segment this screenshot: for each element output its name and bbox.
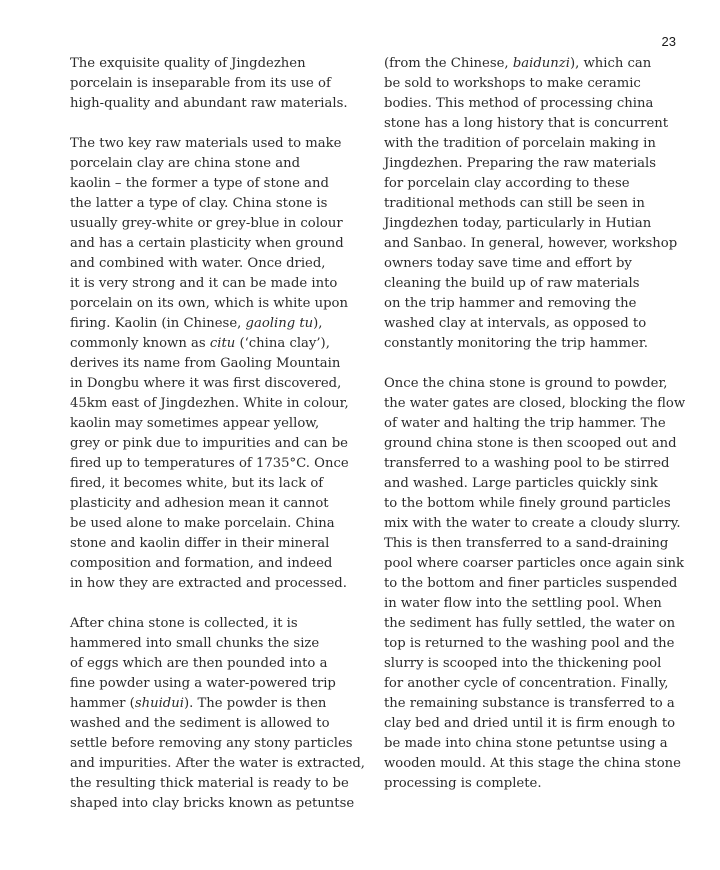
text-line: hammer (shuidui). The powder is then: [70, 696, 327, 711]
text-line: porcelain clay are china stone and: [70, 156, 301, 171]
text-line: After china stone is collected, it is: [70, 616, 298, 631]
text-line: be made into china stone petuntse using a: [384, 736, 668, 751]
text-line: porcelain on its own, which is white upon: [70, 296, 348, 311]
text-line: in water flow into the settling pool. When: [384, 596, 662, 611]
text-line: Once the china stone is ground to powder,: [384, 376, 668, 391]
text-line: stone has a long history that is concurrent: [384, 116, 669, 131]
text-line: for porcelain clay according to these: [384, 176, 630, 191]
text-line: slurry is scooped into the thickening pool: [384, 656, 662, 671]
page-number: 23: [661, 34, 676, 49]
text-line: pool where coarser particles once again sink: [384, 556, 685, 571]
text-line: fired, it becomes white, but its lack of: [70, 476, 324, 491]
text-line: owners today save time and effort by: [384, 256, 632, 271]
text-line: grey or pink due to impurities and can be: [70, 436, 348, 451]
paragraph: [70, 54, 355, 114]
text-line: hammered into small chunks the size: [70, 636, 320, 651]
text-line: high-quality and abundant raw materials.: [70, 96, 348, 111]
text-line: composition and formation, and indeed: [70, 556, 333, 571]
text-line: (from the Chinese, baidunzi), which can: [384, 56, 652, 71]
text-line: and Sanbao. In general, however, workshop: [384, 236, 678, 251]
text-line: cleaning the build up of raw materials: [384, 276, 640, 291]
text-line: This is then transferred to a sand-draining: [384, 536, 669, 551]
paragraph: [384, 374, 686, 794]
text-line: on the trip hammer and removing the: [384, 296, 637, 311]
text-line: fired up to temperatures of 1735°C. Once: [70, 456, 349, 471]
text-line: in how they are extracted and processed.: [70, 576, 347, 591]
text-line: with the tradition of porcelain making in: [384, 136, 656, 151]
text-line: the resulting thick material is ready to be: [70, 776, 349, 791]
text-line: washed clay at intervals, as opposed to: [384, 316, 647, 331]
text-line: clay bed and dried until it is firm enough to: [384, 716, 676, 731]
text-line: to the bottom and finer particles suspended: [384, 576, 678, 591]
text-line: the water gates are closed, blocking the flow: [384, 396, 686, 411]
paragraph: [384, 54, 678, 354]
text-line: derives its name from Gaoling Mountain: [70, 356, 341, 371]
text-line: and combined with water. Once dried,: [70, 256, 326, 271]
text-line: the remaining substance is transferred to a: [384, 696, 675, 711]
text-line: porcelain is inseparable from its use of: [70, 76, 331, 91]
text-line: The exquisite quality of Jingdezhen: [70, 56, 306, 71]
text-line: Jingdezhen today, particularly in Hutian: [384, 216, 652, 231]
text-line: kaolin – the former a type of stone and: [70, 176, 329, 191]
text-line: washed and the sediment is allowed to: [70, 716, 330, 731]
left-text-column: [70, 54, 365, 834]
text-line: commonly known as citu (‘china clay’),: [70, 336, 330, 351]
text-line: and impurities. After the water is extracted,: [70, 756, 365, 771]
text-line: firing. Kaolin (in Chinese, gaoling tu),: [70, 316, 323, 331]
text-line: Jingdezhen. Preparing the raw materials: [384, 156, 657, 171]
text-line: kaolin may sometimes appear yellow,: [70, 416, 320, 431]
text-line: of water and halting the trip hammer. The: [384, 416, 666, 431]
text-line: of eggs which are then pounded into a: [70, 656, 328, 671]
text-line: and has a certain plasticity when ground: [70, 236, 344, 251]
text-line: wooden mould. At this stage the china stone: [384, 756, 681, 771]
text-line: usually grey-white or grey-blue in colour: [70, 216, 343, 231]
paragraph: [70, 134, 355, 594]
text-line: transferred to a washing pool to be stirred: [384, 456, 670, 471]
text-line: in Dongbu where it was first discovered,: [70, 376, 342, 391]
text-line: constantly monitoring the trip hammer.: [384, 336, 648, 351]
text-line: stone and kaolin differ in their mineral: [70, 536, 330, 551]
text-line: plasticity and adhesion mean it cannot: [70, 496, 329, 511]
text-line: shaped into clay bricks known as petuntse: [70, 796, 355, 811]
text-line: traditional methods can still be seen in: [384, 196, 645, 211]
text-line: processing is complete.: [384, 776, 542, 791]
paragraph: [70, 614, 365, 814]
text-line: The two key raw materials used to make: [70, 136, 342, 151]
text-line: settle before removing any stony particles: [70, 736, 353, 751]
text-line: top is returned to the washing pool and the: [384, 636, 675, 651]
text-line: to the bottom while finely ground particles: [384, 496, 671, 511]
text-line: ground china stone is then scooped out and: [384, 436, 677, 451]
text-line: it is very strong and it can be made into: [70, 276, 338, 291]
text-line: be used alone to make porcelain. China: [70, 516, 335, 531]
text-line: bodies. This method of processing china: [384, 96, 654, 111]
right-text-column: [384, 54, 686, 814]
text-line: 45km east of Jingdezhen. White in colour,: [70, 396, 349, 411]
text-line: for another cycle of concentration. Finally,: [384, 676, 669, 691]
text-line: mix with the water to create a cloudy slurry.: [384, 516, 681, 531]
text-line: and washed. Large particles quickly sink: [384, 476, 658, 491]
text-line: the sediment has fully settled, the water on: [384, 616, 676, 631]
text-line: the latter a type of clay. China stone is: [70, 196, 328, 211]
text-line: be sold to workshops to make ceramic: [384, 76, 641, 91]
text-line: fine powder using a water-powered trip: [70, 676, 336, 691]
